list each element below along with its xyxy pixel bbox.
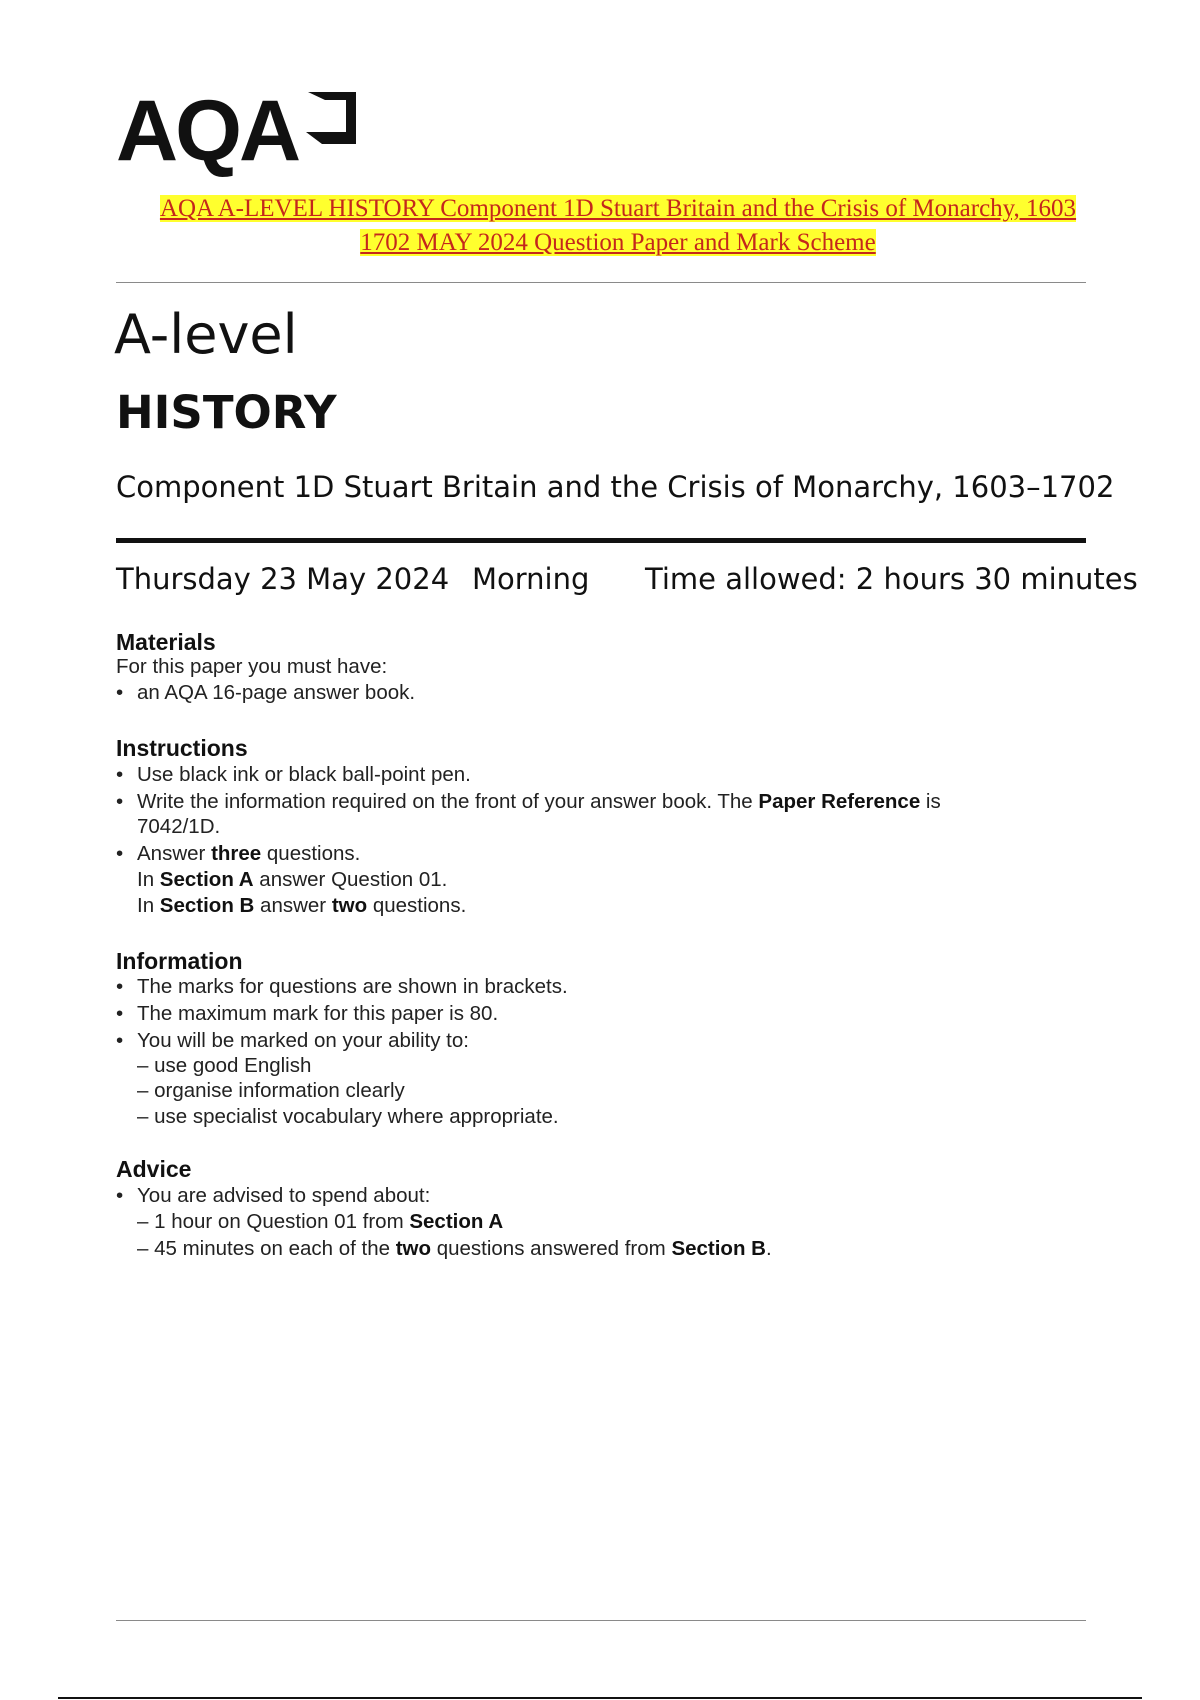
bullet-icon: • xyxy=(116,1029,124,1052)
instruction-item: Write the information required on the front of your answer book. The Paper Reference is xyxy=(137,790,941,813)
bullet-icon: • xyxy=(116,1184,124,1207)
bullet-icon: • xyxy=(116,975,124,998)
information-subitem: – use good English xyxy=(137,1054,312,1077)
instructions-heading: Instructions xyxy=(116,735,248,761)
exam-date: Thursday 23 May 2024 xyxy=(116,562,450,596)
information-item: The maximum mark for this paper is 80. xyxy=(137,1002,499,1025)
top-divider xyxy=(116,282,1086,283)
materials-heading: Materials xyxy=(116,629,216,655)
instruction-item: Answer three questions. xyxy=(137,842,361,865)
instruction-item: Use black ink or black ball-point pen. xyxy=(137,763,471,786)
bullet-icon: • xyxy=(116,763,124,786)
banner-line-2: 1702 MAY 2024 Question Paper and Mark Scheme xyxy=(360,229,876,256)
information-subitem: – use specialist vocabulary where appropriate. xyxy=(137,1105,559,1128)
title-banner xyxy=(88,192,1148,260)
information-subitem: – organise information clearly xyxy=(137,1079,405,1102)
advice-item: You are advised to spend about: xyxy=(137,1184,431,1207)
logo-text: AQA xyxy=(116,83,299,179)
bullet-icon: • xyxy=(116,1002,124,1025)
advice-subitem: – 45 minutes on each of the two questions answered from Section B. xyxy=(137,1237,772,1260)
footer-divider xyxy=(116,1620,1086,1621)
time-allowed: Time allowed: 2 hours 30 minutes xyxy=(645,562,1138,596)
bullet-icon: • xyxy=(116,681,124,704)
information-item: The marks for questions are shown in brackets. xyxy=(137,975,568,998)
advice-heading: Advice xyxy=(116,1156,192,1182)
materials-intro: For this paper you must have: xyxy=(116,655,388,678)
instruction-section-a: In Section A answer Question 01. xyxy=(137,868,448,891)
bullet-icon: • xyxy=(116,842,124,865)
subject-title: HISTORY xyxy=(116,386,337,439)
thick-divider xyxy=(116,538,1086,543)
instruction-item-continued: 7042/1D. xyxy=(137,815,221,838)
materials-item: an AQA 16-page answer book. xyxy=(137,681,416,704)
aqa-logo xyxy=(116,83,358,179)
instruction-section-b: In Section B answer two questions. xyxy=(137,894,467,917)
information-item: You will be marked on your ability to: xyxy=(137,1029,469,1052)
aqa-logo-mark-icon xyxy=(302,88,358,148)
qualification-level: A-level xyxy=(114,303,298,366)
information-heading: Information xyxy=(116,948,243,974)
bullet-icon: • xyxy=(116,790,124,813)
advice-subitem: – 1 hour on Question 01 from Section A xyxy=(137,1210,504,1233)
page-edge-line xyxy=(58,1697,1142,1699)
exam-session: Morning xyxy=(472,562,590,596)
banner-line-1: AQA A-LEVEL HISTORY Component 1D Stuart Britain and the Crisis of Monarchy, 1603 xyxy=(159,195,1077,222)
component-title: Component 1D Stuart Britain and the Crisis of Monarchy, 1603–1702 xyxy=(116,470,1115,504)
